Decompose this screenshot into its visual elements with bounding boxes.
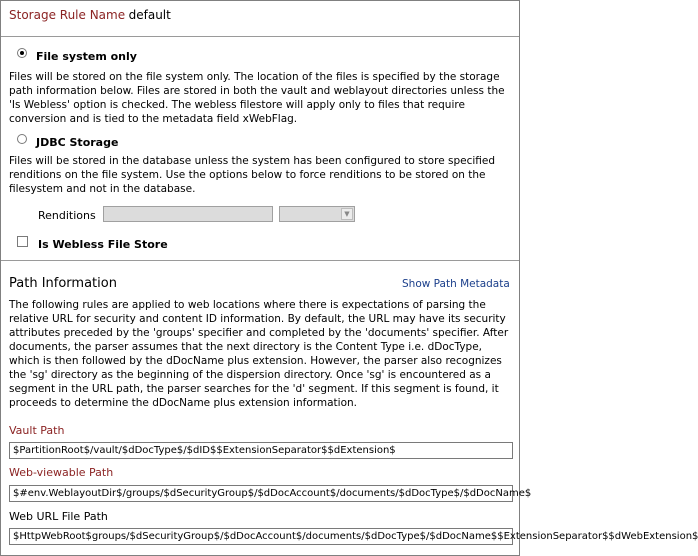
web-url-file-path-input[interactable]: $HttpWebRoot$groups/$dSecurityGroup$/$dDocAccount$/documents/$dDocType$/$dDocName$$ExtensionSeparator$$dWebExtension$ (9, 528, 513, 545)
path-information-title: Path Information (9, 276, 117, 291)
is-webless-label: Is Webless File Store (38, 238, 168, 251)
jdbc-storage-radio[interactable] (17, 134, 27, 144)
file-system-only-radio[interactable] (17, 48, 27, 58)
jdbc-storage-description: Files will be stored in the database unless the system has been configured to store specified renditions on the file system. Use the options below to force renditions to be stored on the filesystem and not in the database. (9, 155, 496, 195)
web-viewable-path-label: Web-viewable Path (9, 466, 114, 479)
web-viewable-path-input[interactable]: $#env.WeblayoutDir$/groups/$dSecurityGroup$/$dDocAccount$/documents/$dDocType$/$dDocName$ (9, 485, 513, 502)
vault-path-label: Vault Path (9, 424, 65, 437)
jdbc-storage-label: JDBC Storage (36, 136, 119, 149)
header-divider (1, 36, 519, 37)
renditions-label: Renditions (38, 209, 96, 222)
web-url-file-path-label: Web URL File Path (9, 510, 108, 523)
storage-rule-name-label: Storage Rule Name (9, 8, 126, 22)
renditions-list[interactable] (103, 206, 273, 222)
vault-path-input[interactable]: $PartitionRoot$/vault/$dDocType$/$dID$$ExtensionSeparator$$dExtension$ (9, 442, 513, 459)
storage-rule-name-value: default (128, 8, 171, 22)
section-divider (1, 260, 519, 261)
file-system-only-label: File system only (36, 50, 137, 63)
storage-rule-name-row (9, 8, 171, 22)
renditions-select[interactable] (279, 206, 355, 222)
path-information-description: The following rules are applied to web locations where there is expectations of parsing the relative URL for security and content ID information. By default, the URL may have its security attributes preceded by the 'groups' specifier and completed by the 'documents' specifier. After documents, the parser assumes that the next directory is the Content Type i.e. dDocType, which is then followed by the dDocName plus extension. However, the parser also recognizes the 'sg' directory as the beginning of the dispersion directory. Once 'sg' is encountered as a segment in the URL path, the parser searches for the 'd' segment. If this segment is found, it proceeds to determine the dDocName plus extension information. (9, 299, 509, 409)
file-system-only-description: Files will be stored on the file system only. The location of the files is specified by the storage path information below. Files are stored in both the vault and weblayout directories unless the 'Is Webless' option is checked. The webless filestore will apply only to files that require conversion and is tied to the metadata field xWebFlag. (9, 71, 505, 125)
chevron-down-icon: ▼ (341, 208, 353, 220)
is-webless-checkbox[interactable] (17, 236, 28, 247)
show-path-metadata-link[interactable]: Show Path Metadata (402, 278, 510, 290)
